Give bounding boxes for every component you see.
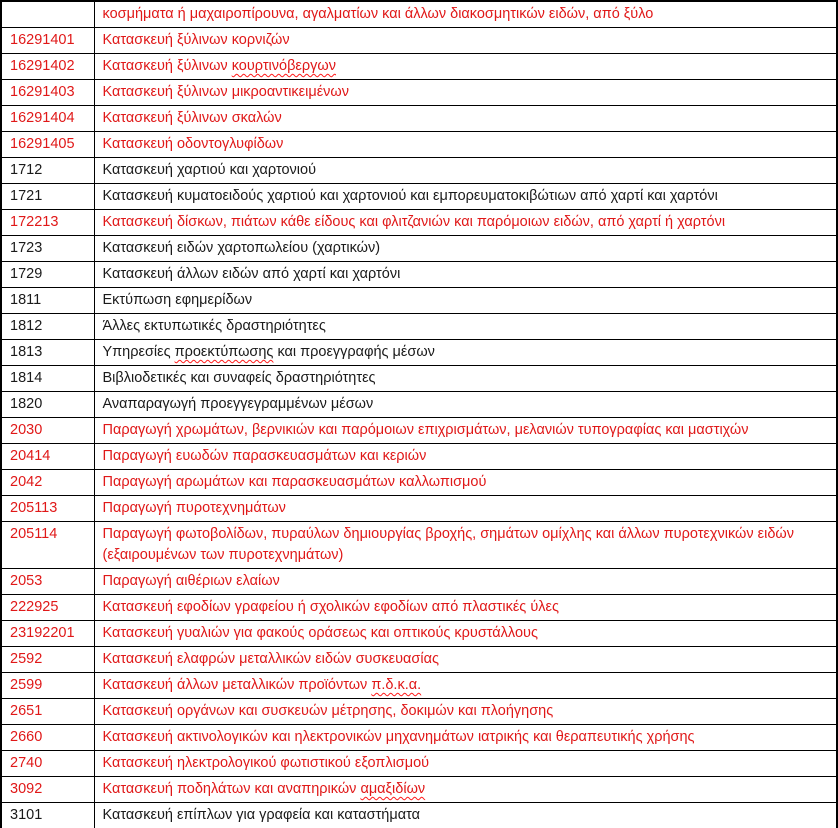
table-row (1, 522, 837, 569)
table-row (1, 595, 837, 621)
code-cell: 205113 (1, 496, 94, 522)
code-cell: 2651 (1, 699, 94, 725)
table-row (1, 132, 837, 158)
table-row (1, 28, 837, 54)
code-cell: 1729 (1, 262, 94, 288)
table-row (1, 262, 837, 288)
code-cell: 1712 (1, 158, 94, 184)
description-cell (94, 236, 837, 262)
code-cell: 20414 (1, 444, 94, 470)
description-text: Παραγωγή ευωδών παρασκευασμάτων και κεριών (102, 448, 427, 464)
description-cell (94, 595, 837, 621)
description-cell (94, 132, 837, 158)
code-cell: 2599 (1, 673, 94, 699)
table-row (1, 647, 837, 673)
code-cell: 1820 (1, 392, 94, 418)
description-cell (94, 673, 837, 699)
code-cell: 16291401 (1, 28, 94, 54)
description-text: Εκτύπωση εφημερίδων (102, 292, 253, 308)
code-cell: 2030 (1, 418, 94, 444)
code-cell: 2740 (1, 751, 94, 777)
code-cell: 1723 (1, 236, 94, 262)
description-cell (94, 699, 837, 725)
description-cell (94, 470, 837, 496)
misspelled-word: κουρτινόβεργων (231, 58, 336, 74)
description-cell (94, 777, 837, 803)
description-text: Κατασκευή ποδηλάτων και αναπηρικών (102, 781, 361, 797)
misspelled-word: προεκτύπωσης (174, 344, 274, 360)
description-cell (94, 1, 837, 28)
table-row (1, 803, 837, 828)
description-cell (94, 444, 837, 470)
description-cell (94, 54, 837, 80)
code-cell: 3101 (1, 803, 94, 828)
misspelled-word: π.δ.κ.α. (371, 677, 422, 693)
code-cell (1, 1, 94, 28)
table-row (1, 725, 837, 751)
description-text: Υπηρεσίες (102, 344, 175, 360)
description-text: Κατασκευή άλλων μεταλλικών προϊόντων (102, 677, 372, 693)
description-text: Κατασκευή άλλων ειδών από χαρτί και χαρτόνι (102, 266, 401, 282)
description-text: Παραγωγή αρωμάτων και παρασκευασμάτων καλλωπισμού (102, 474, 487, 490)
description-cell (94, 28, 837, 54)
description-text: Κατασκευή γυαλιών για φακούς οράσεως και οπτικούς κρυστάλλους (102, 625, 538, 641)
table-row (1, 418, 837, 444)
code-cell: 16291403 (1, 80, 94, 106)
description-text: Κατασκευή οδοντογλυφίδων (102, 136, 284, 152)
table-row (1, 236, 837, 262)
table-row (1, 699, 837, 725)
table-row (1, 444, 837, 470)
description-cell (94, 158, 837, 184)
description-text: Κατασκευή δίσκων, πιάτων κάθε είδους και φλιτζανιών και παρόμοιων ειδών, από χαρτί ή χαρτόνι (102, 214, 726, 230)
description-text: Κατασκευή επίπλων για γραφεία και καταστήματα (102, 807, 421, 823)
description-cell (94, 340, 837, 366)
misspelled-word: αμαξιδίων (360, 781, 426, 797)
table-row (1, 288, 837, 314)
description-text: Αναπαραγωγή προεγγεγραμμένων μέσων (102, 396, 374, 412)
code-cell: 2592 (1, 647, 94, 673)
description-text: Κατασκευή χαρτιού και χαρτονιού (102, 162, 316, 178)
table-row (1, 1, 837, 28)
description-cell (94, 418, 837, 444)
code-cell: 1813 (1, 340, 94, 366)
description-cell (94, 647, 837, 673)
description-text: Κατασκευή ξύλινων (102, 58, 232, 74)
code-cell: 222925 (1, 595, 94, 621)
code-cell: 2660 (1, 725, 94, 751)
table-row (1, 777, 837, 803)
table-row (1, 392, 837, 418)
description-text: Κατασκευή εφοδίων γραφείου ή σχολικών εφοδίων από πλαστικές ύλες (102, 599, 559, 615)
description-cell (94, 80, 837, 106)
description-text: Κατασκευή ξύλινων κορνιζών (102, 32, 290, 48)
description-text: Κατασκευή κυματοειδούς χαρτιού και χαρτονιού και εμπορευματοκιβώτιων από χαρτί και χαρτόνι (102, 188, 718, 204)
table-row (1, 54, 837, 80)
description-cell (94, 569, 837, 595)
description-text: Άλλες εκτυπωτικές δραστηριότητες (102, 318, 326, 334)
description-text: Κατασκευή ηλεκτρολογικού φωτιστικού εξοπλισμού (102, 755, 430, 771)
code-cell: 172213 (1, 210, 94, 236)
table-row (1, 621, 837, 647)
description-cell (94, 366, 837, 392)
table-row (1, 470, 837, 496)
description-cell (94, 392, 837, 418)
code-cell: 1811 (1, 288, 94, 314)
description-text: κοσμήματα ή μαχαιροπίρουνα, αγαλματίων και άλλων διακοσμητικών ειδών, από ξύλο (102, 6, 654, 22)
table-row (1, 569, 837, 595)
description-text: Κατασκευή ξύλινων σκαλών (102, 110, 282, 126)
description-text: Κατασκευή ακτινολογικών και ηλεκτρονικών μηχανημάτων ιατρικής και θεραπευτικής χρήσης (102, 729, 695, 745)
table-row (1, 366, 837, 392)
description-cell (94, 496, 837, 522)
code-cell: 16291402 (1, 54, 94, 80)
description-cell (94, 621, 837, 647)
table-row (1, 158, 837, 184)
code-cell: 2053 (1, 569, 94, 595)
code-cell: 16291404 (1, 106, 94, 132)
description-text: Κατασκευή ειδών χαρτοπωλείου (χαρτικών) (102, 240, 381, 256)
description-cell (94, 262, 837, 288)
description-text: Παραγωγή φωτοβολίδων, πυραύλων δημιουργίας βροχής, σημάτων ομίχλης και άλλων πυροτεχνικών ειδών (εξαιρουμένων των πυροτεχνημάτων) (102, 526, 794, 563)
description-cell (94, 751, 837, 777)
code-cell: 1814 (1, 366, 94, 392)
table-row (1, 210, 837, 236)
description-cell (94, 725, 837, 751)
code-cell: 16291405 (1, 132, 94, 158)
description-text: Παραγωγή χρωμάτων, βερνικιών και παρόμοιων επιχρισμάτων, μελανιών τυπογραφίας και μαστιχών (102, 422, 749, 438)
description-text: Παραγωγή πυροτεχνημάτων (102, 500, 286, 516)
code-cell: 2042 (1, 470, 94, 496)
description-cell (94, 288, 837, 314)
description-cell (94, 106, 837, 132)
table-row (1, 106, 837, 132)
description-text: και προεγγραφής μέσων (273, 344, 435, 360)
activity-codes-table-body (1, 1, 837, 828)
table-row (1, 496, 837, 522)
code-cell: 205114 (1, 522, 94, 569)
description-text: Κατασκευή ξύλινων μικροαντικειμένων (102, 84, 350, 100)
description-cell (94, 522, 837, 569)
table-row (1, 184, 837, 210)
description-cell (94, 314, 837, 340)
description-text: Κατασκευή ελαφρών μεταλλικών ειδών συσκευασίας (102, 651, 439, 667)
description-text: Κατασκευή οργάνων και συσκευών μέτρησης, δοκιμών και πλοήγησης (102, 703, 554, 719)
code-cell: 1812 (1, 314, 94, 340)
description-cell (94, 210, 837, 236)
description-cell (94, 803, 837, 828)
description-cell (94, 184, 837, 210)
code-cell: 1721 (1, 184, 94, 210)
table-row (1, 673, 837, 699)
table-row (1, 340, 837, 366)
table-row (1, 314, 837, 340)
table-row (1, 80, 837, 106)
table-row (1, 751, 837, 777)
description-text: Παραγωγή αιθέριων ελαίων (102, 573, 280, 589)
description-text: Βιβλιοδετικές και συναφείς δραστηριότητες (102, 370, 376, 386)
code-cell: 3092 (1, 777, 94, 803)
code-cell: 23192201 (1, 621, 94, 647)
